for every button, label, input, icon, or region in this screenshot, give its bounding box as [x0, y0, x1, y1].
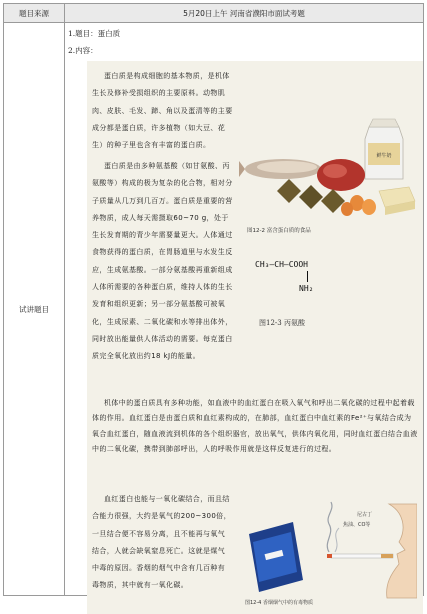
- topic-title-line: 1.题目：蛋白质: [68, 29, 121, 38]
- source-label-cell: [4, 4, 65, 23]
- content-cell: [65, 23, 424, 606]
- paragraph-1: 蛋白质是构成细胞的基本物质，是机体生长及修补受损组织的主要原料。动物肌肉、皮肤、毛发、蹄、角以及蛋清等的主要成分都是蛋白质，许多植物（如大豆、花生）的种子里也含有丰富的蛋白质。: [92, 72, 233, 150]
- formula-row-2: NH₂: [299, 284, 314, 293]
- lesson-table: [3, 3, 424, 606]
- side-label-cell: [4, 23, 65, 596]
- formula-bond: [307, 271, 308, 282]
- figure-caption-foods: 图12-2 富含蛋白质的食品: [247, 228, 311, 234]
- formula-row-1: CH₃—CH—COOH: [255, 260, 308, 269]
- cigarette-icon: [327, 554, 393, 558]
- side-label: 试讲题目: [19, 304, 49, 314]
- figure-caption-smoke: 图12-4 香烟烟气中的有毒物质: [245, 600, 313, 606]
- meta-lines: [65, 23, 423, 61]
- source-value-cell: [65, 4, 424, 23]
- source-value: 5月20日上午 河南省濮阳市面试考题: [183, 8, 305, 18]
- figure-caption-alanine: 图12-3 丙氨酸: [259, 319, 305, 327]
- textbook-excerpt: [87, 61, 423, 614]
- milk-label: 鲜牛奶: [376, 153, 392, 159]
- meat-icon: [317, 159, 365, 191]
- cigarette-smoke-image: [239, 494, 417, 602]
- paragraph-2: 蛋白质是由多种氨基酸（如甘氨酸、丙氨酸等）构成的极为复杂的化合物，相对分子质量从几万到几百万。蛋白质是重要的营养物质，成人每天需摄取60~70 g，处于生长发育期的青少年需要量更大。人体通过食物获得的蛋白质，在胃肠道里与水发生反应，生成氨基酸。一部分氨基酸再重新组成人体所需要的各种蛋白质，维持人体的生长发育和组织更新；另一部分氨基酸可被氧化，生成尿素、二氧化碳和水等排出体外，同时放出能量供人体活动的需要。每克蛋白质完全氧化放出约18 kJ的能量。: [92, 162, 233, 361]
- protein-foods-image: [239, 117, 419, 221]
- milk-carton-icon: [365, 119, 403, 179]
- content-label-line: 2.内容：: [68, 46, 98, 55]
- paragraph-4: 血红蛋白也能与一氧化碳结合，而且结合能力很强，大约是氧气的200~300倍，一旦结合便不容易分离，且不能再与氧气结合，人就会缺氧窒息死亡。这就是煤气中毒的原因。香烟的烟气中含有几百种有毒物质，其中就有一氧化碳。: [92, 495, 231, 590]
- source-label: 题目来源: [19, 8, 49, 18]
- smoke-label-1: 尼古丁: [357, 512, 373, 518]
- paragraph-3: 机体中的蛋白质具有多种功能，如血液中的血红蛋白在吸入氧气和呼出二氧化碳的过程中起着载体的作用。血红蛋白是由蛋白质和血红素构成的，在肺部，血红蛋白中血红素的Fe²⁺与氧结合成为氧合血红蛋白，随血液流到机体的各个组织器官，放出氧气，供体内氧化用，同时血红蛋白结合血液中的二氧化碳，携带到肺部呼出，人的呼吸作用就是这样反复进行的过程。: [92, 399, 418, 454]
- smoke-label-2: 焦油、CO等: [343, 522, 371, 528]
